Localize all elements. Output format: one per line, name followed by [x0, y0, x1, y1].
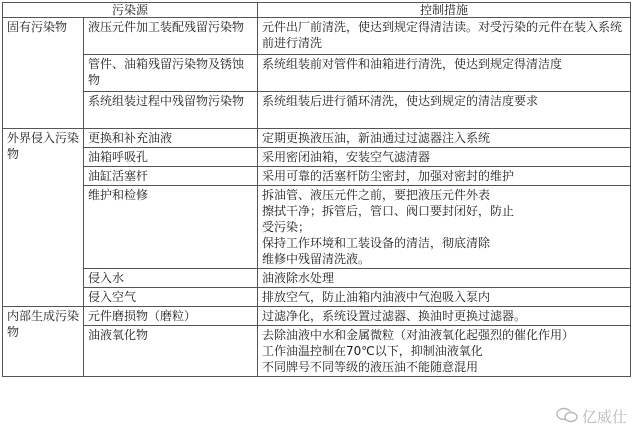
table-row — [3, 269, 631, 288]
table-row — [3, 92, 631, 129]
table-row — [3, 148, 631, 167]
header-source: 污染源 — [3, 3, 258, 18]
measure-cell: 油液除水处理 — [258, 269, 631, 288]
source-cell: 侵入空气 — [84, 288, 258, 307]
table-row — [3, 326, 631, 377]
measure-cell: 采用密闭油箱，安装空气滤清器 — [258, 148, 631, 167]
source-cell: 更换和补充油液 — [84, 129, 258, 148]
table-row — [3, 307, 631, 326]
category-cell: 内部生成污染物 — [3, 307, 84, 377]
watermark-text: 亿威仕 — [581, 408, 627, 426]
measure-cell: 过滤净化，系统设置过滤器、换油时更换过滤器。 — [258, 307, 631, 326]
measure-cell: 采用可靠的活塞杆防尘密封，加强对密封的维护 — [258, 167, 631, 186]
measure-cell: 拆油管、液压元件之前，要把液压元件外表 擦拭干净；拆管后，管口、阀口要封闭好，防止 受污染； 保持工作环境和工装设备的清洁，彻底清除 维修中残留清洗液。 — [258, 186, 631, 269]
measure-cell: 去除油液中水和金属微粒（对油液氧化起强烈的催化作用） 工作油温控制在70℃以下，抑制油液氧化 不同牌号不同等级的液压油不能随意混用 — [258, 326, 631, 377]
table-row — [3, 288, 631, 307]
source-cell: 维护和检修 — [84, 186, 258, 269]
source-cell: 管件、油箱残留污染物及锈蚀物 — [84, 55, 258, 92]
source-cell: 油箱呼吸孔 — [84, 148, 258, 167]
table-row — [3, 167, 631, 186]
source-cell: 侵入水 — [84, 269, 258, 288]
measure-cell: 系统组装后进行循环清洗，使达到规定的清洁度要求 — [258, 92, 631, 129]
table-header-row — [3, 3, 631, 18]
wechat-icon — [556, 407, 578, 427]
source-cell: 油缸活塞杆 — [84, 167, 258, 186]
category-cell: 外界侵入污染物 — [3, 129, 84, 307]
measure-cell: 元件出厂前清洗，使达到规定得清洁读。对受污染的元件在装入系统前进行清洗 — [258, 18, 631, 55]
category-cell: 固有污染物 — [3, 18, 84, 129]
measure-cell: 排放空气，防止油箱内油液中气泡吸入泵内 — [258, 288, 631, 307]
measure-cell: 系统组装前对管件和油箱进行清洗，使达到规定得清洁度 — [258, 55, 631, 92]
source-cell: 元件磨损物（磨粒） — [84, 307, 258, 326]
measure-cell: 定期更换液压油，新油通过过滤器注入系统 — [258, 129, 631, 148]
pollution-control-table — [2, 2, 631, 377]
source-cell: 液压元件加工装配残留污染物 — [84, 18, 258, 55]
table-row — [3, 18, 631, 55]
table-row — [3, 186, 631, 269]
watermark — [556, 406, 627, 427]
source-cell: 油液氧化物 — [84, 326, 258, 377]
table-row — [3, 129, 631, 148]
header-measure: 控制措施 — [258, 3, 631, 18]
source-cell: 系统组装过程中残留物污染物 — [84, 92, 258, 129]
table-row — [3, 55, 631, 92]
